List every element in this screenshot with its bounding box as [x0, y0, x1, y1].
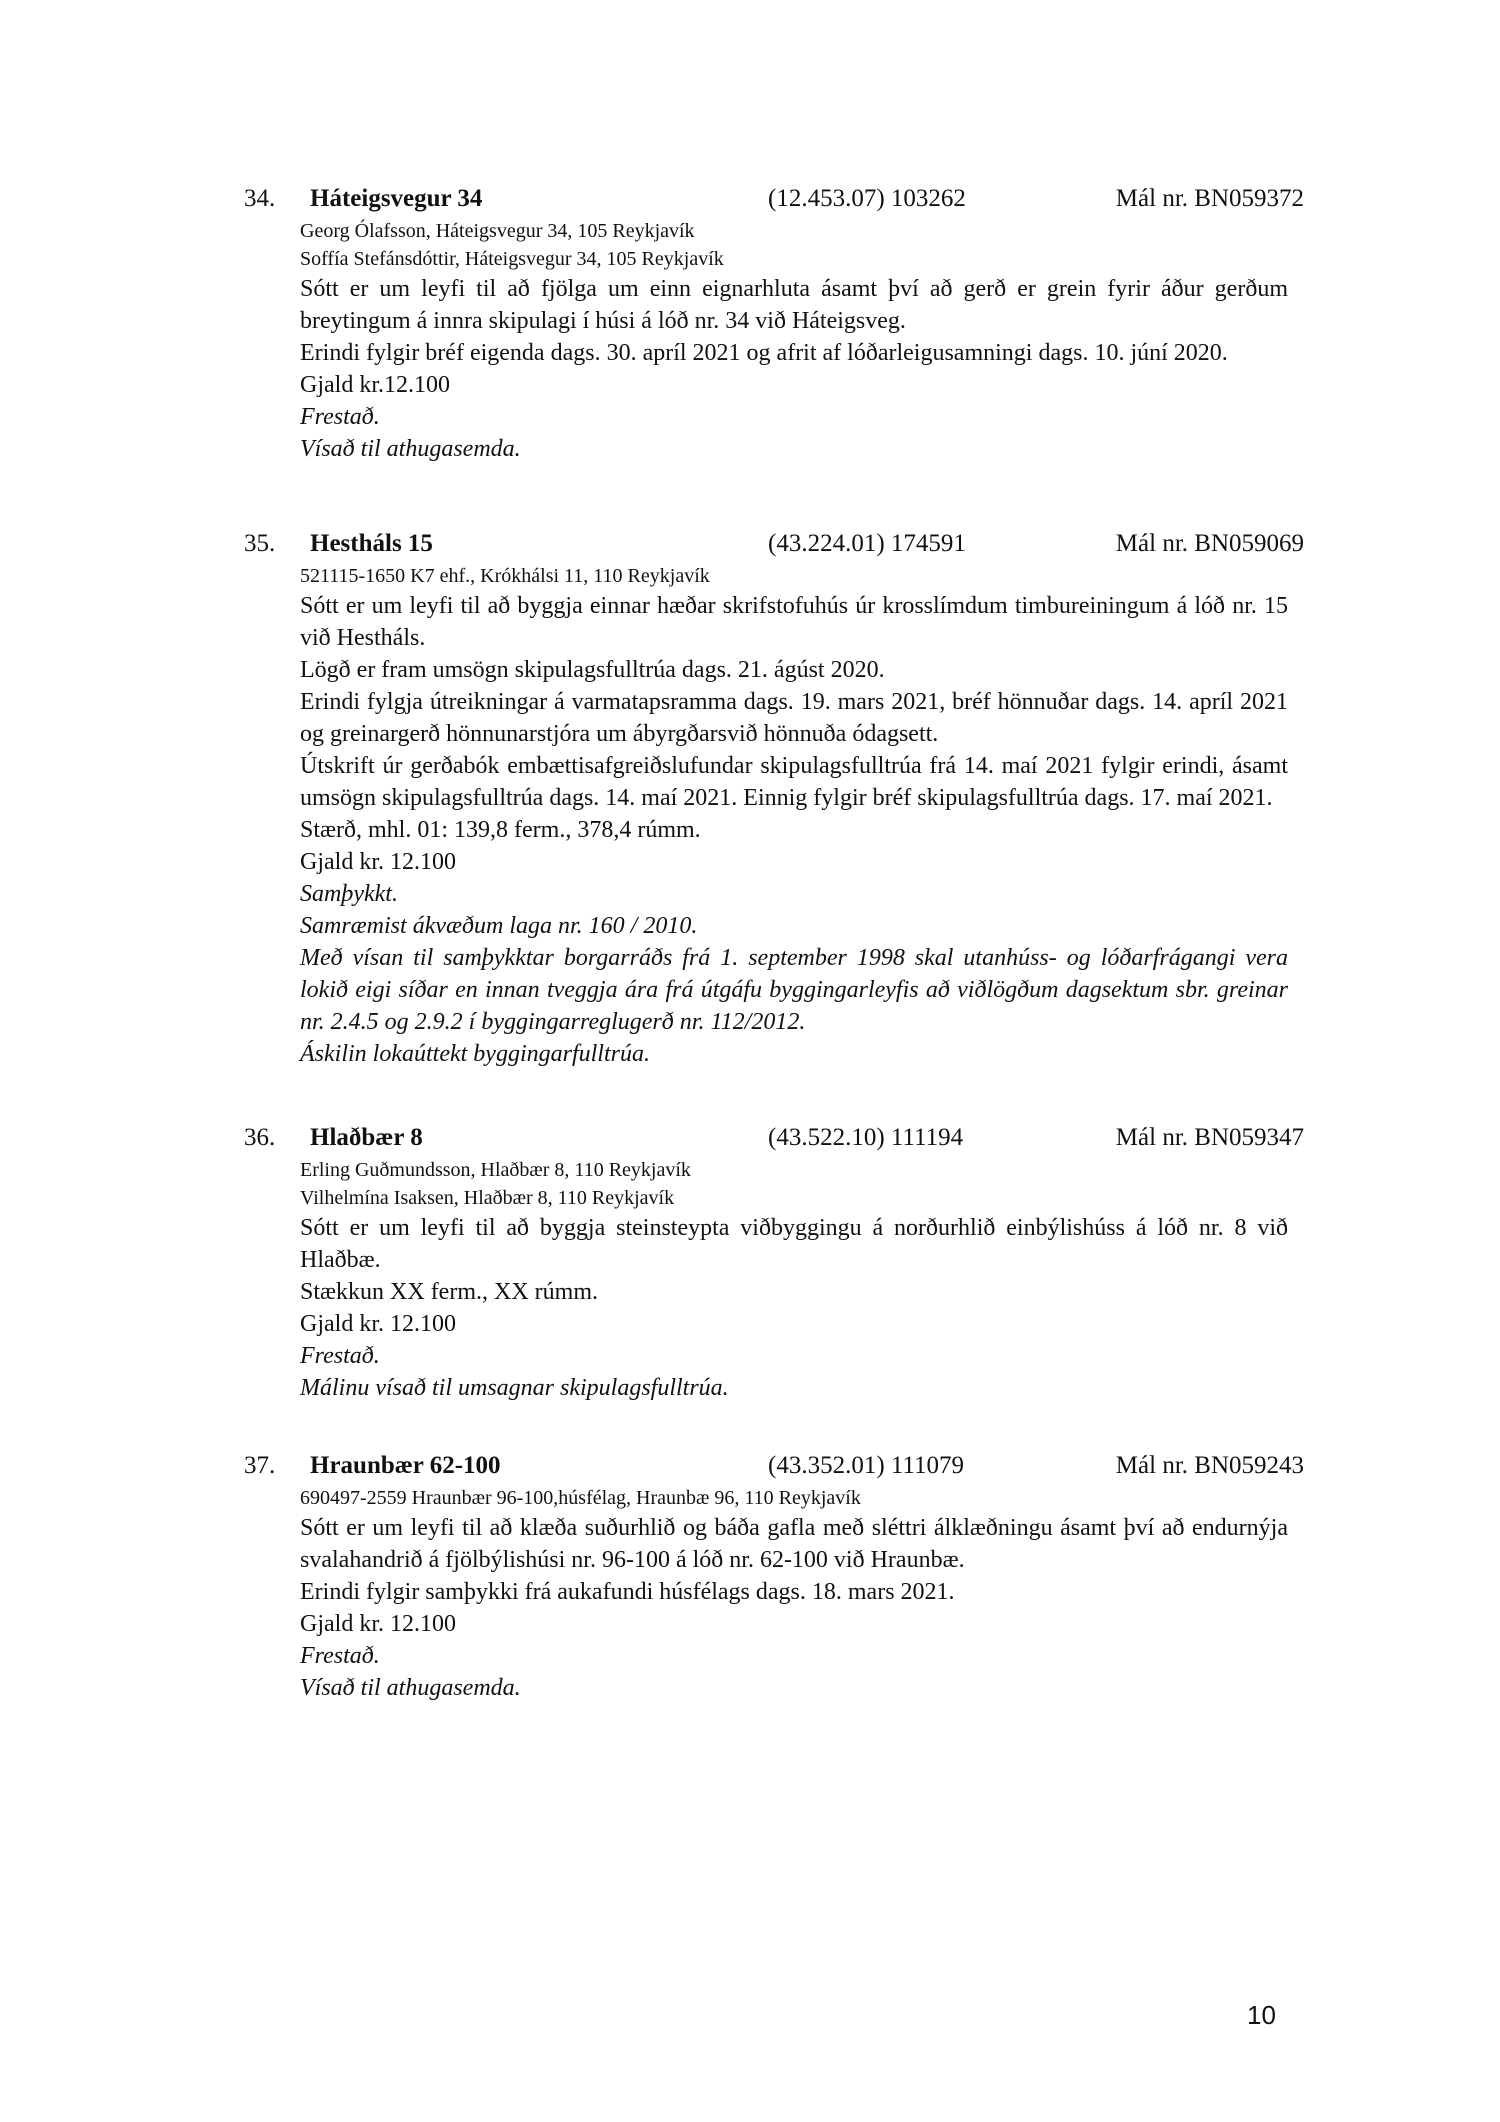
entry-land-reference: (43.522.10) 111194: [768, 1124, 964, 1151]
entry-decision: Vísað til athugasemda.: [300, 1675, 521, 1701]
entry-case-number: Mál nr. BN059372: [1115, 185, 1304, 212]
entry-decision: Vísað til athugasemda.: [300, 436, 521, 462]
entry-decision: Áskilin lokaúttekt byggingarfulltrúa.: [300, 1041, 650, 1067]
entry-address: Hestháls 15: [310, 530, 433, 557]
applicant-line: Georg Ólafsson, Háteigsvegur 34, 105 Reykjavík: [300, 220, 695, 242]
entry-size: Stærð, mhl. 01: 139,8 ferm., 378,4 rúmm.: [300, 817, 701, 843]
entry-paragraph: Sótt er um leyfi til að fjölga um einn eignarhluta ásamt því að gerð er grein fyrir áður gerðum breytingum á innra skipulagi í húsi á lóð nr. 34 við Háteigsveg.: [300, 276, 1288, 334]
entry-case-number: Mál nr. BN059243: [1115, 1452, 1304, 1479]
entry-decision: Frestað.: [300, 1643, 380, 1669]
entry-fee: Gjald kr. 12.100: [300, 1611, 456, 1637]
entry-decision: Samræmist ákvæðum laga nr. 160 / 2010.: [300, 913, 698, 939]
entry-paragraph: Erindi fylgir bréf eigenda dags. 30. apríl 2021 og afrit af lóðarleigusamningi dags. 10. júní 2020.: [300, 340, 1228, 366]
entry-number: 36.: [244, 1124, 276, 1151]
entry-number: 35.: [244, 530, 276, 557]
entry-applicants: [300, 1484, 1304, 1512]
entry-header: [244, 181, 1304, 217]
entry-address: Hlaðbær 8: [310, 1124, 423, 1151]
agenda-entry-35: [244, 526, 1304, 1070]
entry-address: Háteigsvegur 34: [310, 185, 483, 212]
entry-land-reference: (12.453.07) 103262: [768, 185, 966, 212]
applicant-line: Vilhelmína Isaksen, Hlaðbær 8, 110 Reykjavík: [300, 1187, 675, 1209]
entry-paragraph: Erindi fylgja útreikningar á varmatapsramma dags. 19. mars 2021, bréf hönnuðar dags. 14. apríl 2021 og greinargerð hönnunarstjóra um ábyrgðarsvið hönnuða ódagsett.: [300, 689, 1288, 747]
entry-body: [300, 1212, 1288, 1404]
entry-decision: Málinu vísað til umsagnar skipulagsfulltrúa.: [300, 1375, 729, 1401]
applicant-line: 690497-2559 Hraunbær 96-100,húsfélag, Hraunbæ 96, 110 Reykjavík: [300, 1487, 861, 1509]
entry-header: [244, 1120, 1304, 1156]
entry-paragraph: Útskrift úr gerðabók embættisafgreiðslufundar skipulagsfulltrúa frá 14. maí 2021 fylgir erindi, ásamt umsögn skipulagsfulltrúa dags. 14. maí 2021. Einnig fylgir bréf skipulagsfulltrúa dags. 17. maí 2021.: [300, 753, 1288, 811]
entry-applicants: [300, 217, 1304, 273]
agenda-entry-34: [244, 181, 1304, 465]
page-number: 10: [1247, 2000, 1276, 2030]
entry-paragraph: Sótt er um leyfi til að byggja steinsteypta viðbyggingu á norðurhlið einbýlishúss á lóð nr. 8 við Hlaðbæ.: [300, 1215, 1288, 1273]
entry-body: [300, 590, 1288, 1070]
entry-paragraph: Sótt er um leyfi til að byggja einnar hæðar skrifstofuhús úr krosslímdum timbureiningum á lóð nr. 15 við Hestháls.: [300, 593, 1288, 651]
entry-size: Stækkun XX ferm., XX rúmm.: [300, 1279, 598, 1305]
entry-number: 34.: [244, 185, 276, 212]
entry-fee: Gjald kr. 12.100: [300, 849, 456, 875]
entry-fee: Gjald kr.12.100: [300, 372, 450, 398]
entry-paragraph: Sótt er um leyfi til að klæða suðurhlið og báða gafla með sléttri álklæðningu ásamt því að endurnýja svalahandrið á fjölbýlishúsi nr. 96-100 á lóð nr. 62-100 við Hraunbæ.: [300, 1515, 1288, 1573]
entry-address: Hraunbær 62-100: [310, 1452, 501, 1479]
entry-applicants: [300, 1156, 1304, 1212]
entry-fee: Gjald kr. 12.100: [300, 1311, 456, 1337]
entry-decision: Samþykkt.: [300, 881, 398, 907]
agenda-entry-36: [244, 1120, 1304, 1404]
entry-decision: Frestað.: [300, 1343, 380, 1369]
applicant-line: Erling Guðmundsson, Hlaðbær 8, 110 Reykjavík: [300, 1159, 691, 1181]
entry-applicants: [300, 562, 1304, 590]
entry-case-number: Mál nr. BN059347: [1115, 1124, 1304, 1151]
entry-paragraph: Lögð er fram umsögn skipulagsfulltrúa dags. 21. ágúst 2020.: [300, 657, 885, 683]
entry-body: [300, 273, 1288, 465]
entry-case-number: Mál nr. BN059069: [1115, 530, 1304, 557]
entry-number: 37.: [244, 1452, 276, 1479]
entry-land-reference: (43.352.01) 111079: [768, 1452, 965, 1479]
agenda-entry-37: [244, 1448, 1304, 1704]
applicant-line: Soffía Stefánsdóttir, Háteigsvegur 34, 105 Reykjavík: [300, 248, 724, 270]
applicant-line: 521115-1650 K7 ehf., Krókhálsi 11, 110 Reykjavík: [300, 565, 710, 587]
entry-body: [300, 1512, 1288, 1704]
entry-paragraph: Erindi fylgir samþykki frá aukafundi húsfélags dags. 18. mars 2021.: [300, 1579, 955, 1605]
entry-header: [244, 1448, 1304, 1484]
entry-decision: Með vísan til samþykktar borgarráðs frá 1. september 1998 skal utanhúss- og lóðarfrágangi vera lokið eigi síðar en innan tveggja ára frá útgáfu byggingarleyfis að viðlögðum dagsektum sbr. greinar nr. 2.4.5 og 2.9.2 í byggingarreglugerð nr. 112/2012.: [300, 945, 1288, 1035]
entry-decision: Frestað.: [300, 404, 380, 430]
entry-land-reference: (43.224.01) 174591: [768, 530, 966, 557]
entry-header: [244, 526, 1304, 562]
